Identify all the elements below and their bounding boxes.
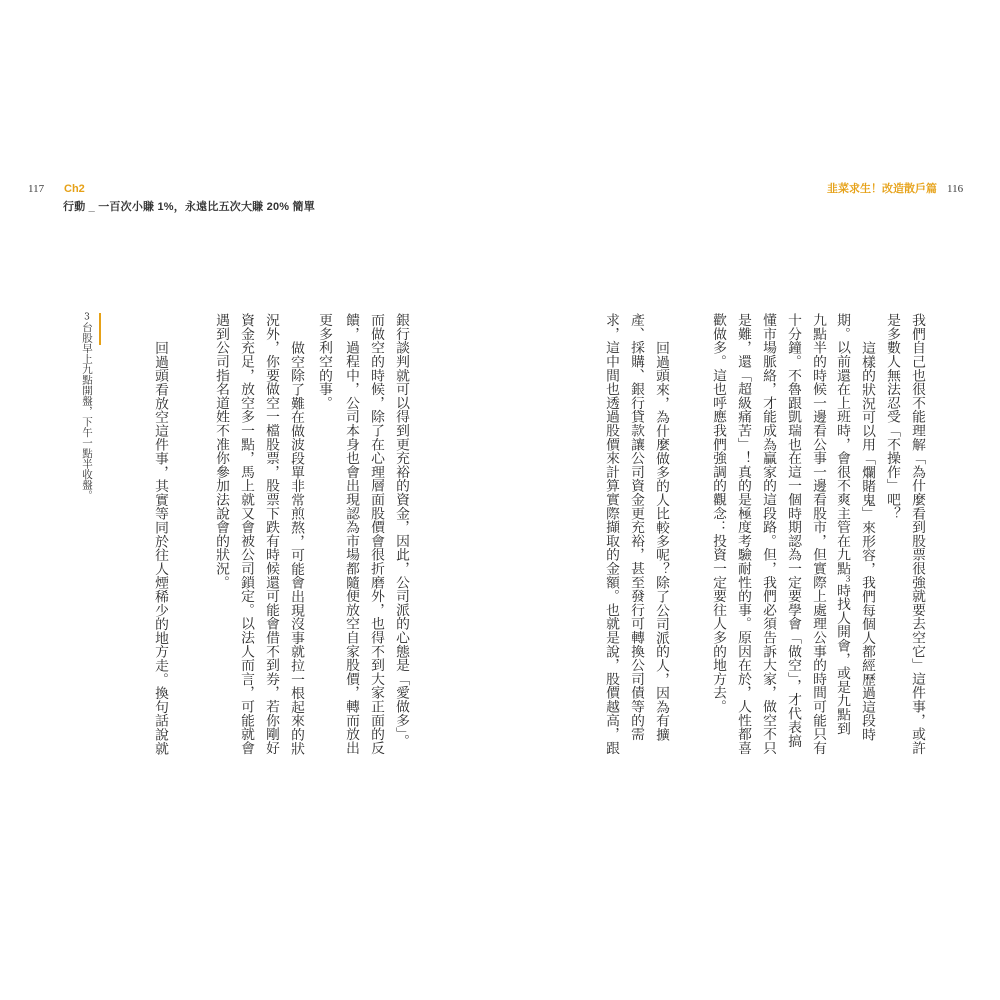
text-column: 饋，過程中，公司本身也會出現認為市場都隨便放空自家股價，轉而放出: [343, 313, 359, 755]
text-column: 是多數人無法忍受「不操作」吧？: [884, 313, 900, 520]
text-column: 十分鐘。不魯跟凱瑞也在這一個時期認為一定要學會「做空」，才代表搞: [785, 313, 801, 748]
text-column: 而做空的時候，除了在心理層面股價會很折磨外，也得不到大家正面的反: [368, 313, 384, 755]
footnote-text: 台股早上九點開盤，下午一點半收盤。: [81, 322, 93, 501]
text-column: 回過頭來，為什麼做多的人比較多呢？除了公司派的人，因為有擴: [653, 340, 669, 741]
section-title: 韭菜求生！改造散戶篇: [827, 183, 937, 195]
footnote-rule: [99, 313, 101, 345]
footnote-marker: 3: [84, 313, 90, 322]
footnote-reference: 3: [845, 575, 851, 584]
text-column: 況外，你要做空一檔股票，股票下跌有時候還可能會借不到券，若你剛好: [263, 313, 279, 755]
text-column: 更多利空的事。: [316, 313, 332, 410]
text-column: 是難，還「超級痛苦」！真的是極度考驗耐性的事。原因在於，人性都喜: [735, 313, 751, 755]
text-column: 產、採購、銀行貸款讓公司資金更充裕，甚至發行可轉換公司債等的需: [628, 313, 644, 741]
text-column: 歡做多。這也呼應我們強調的觀念：投資一定要往人多的地方去。: [710, 313, 726, 714]
page-number-right: 116: [947, 183, 964, 195]
text-column: 回過頭看放空這件事，其實等同於往人煙稀少的地方走。換句話說就: [152, 340, 168, 755]
running-title: 行動 _ 一百次小賺 1%，永遠比五次大賺 20% 簡單: [63, 201, 315, 213]
chapter-label: Ch2: [64, 183, 85, 195]
text-column: 求，這中間也透過股價來計算實際擷取的金額。也就是說，股價越高，跟: [603, 313, 619, 755]
text-column: 銀行談判就可以得到更充裕的資金，因此，公司派的心態是「愛做多」。: [393, 313, 409, 748]
text-column: 我們自己也很不能理解「為什麼看到股票很強就要去空它」這件事，或許: [909, 313, 925, 755]
text-column: 九點半的時候一邊看公事一邊看股市，但實際上處理公事的時間可能只有: [810, 313, 826, 755]
text-segment: 時找人開會，或是九點到: [834, 583, 850, 736]
text-column: 遇到公司指名道姓不准你參加法說會的狀況。: [213, 313, 229, 589]
text-column: [835, 313, 855, 735]
text-column: 這樣的狀況可以用「爛賭鬼」來形容，我們每個人都經歷過這段時: [859, 340, 875, 741]
text-column: 懂市場脈絡，才能成為贏家的這段路。但，我們必須告訴大家，做空不只: [760, 313, 776, 755]
text-column: 資金充足，放空多一點，馬上就又會被公司鎖定。以法人而言，可能就會: [238, 313, 254, 755]
text-segment: 期。以前還在上班時，會很不爽主管在九點: [834, 313, 850, 576]
page-number-left: 117: [28, 183, 45, 195]
footnote: [81, 313, 93, 501]
text-column: 做空除了難在做波段單非常煎熬，可能會出現沒事就拉一根起來的狀: [288, 340, 304, 755]
